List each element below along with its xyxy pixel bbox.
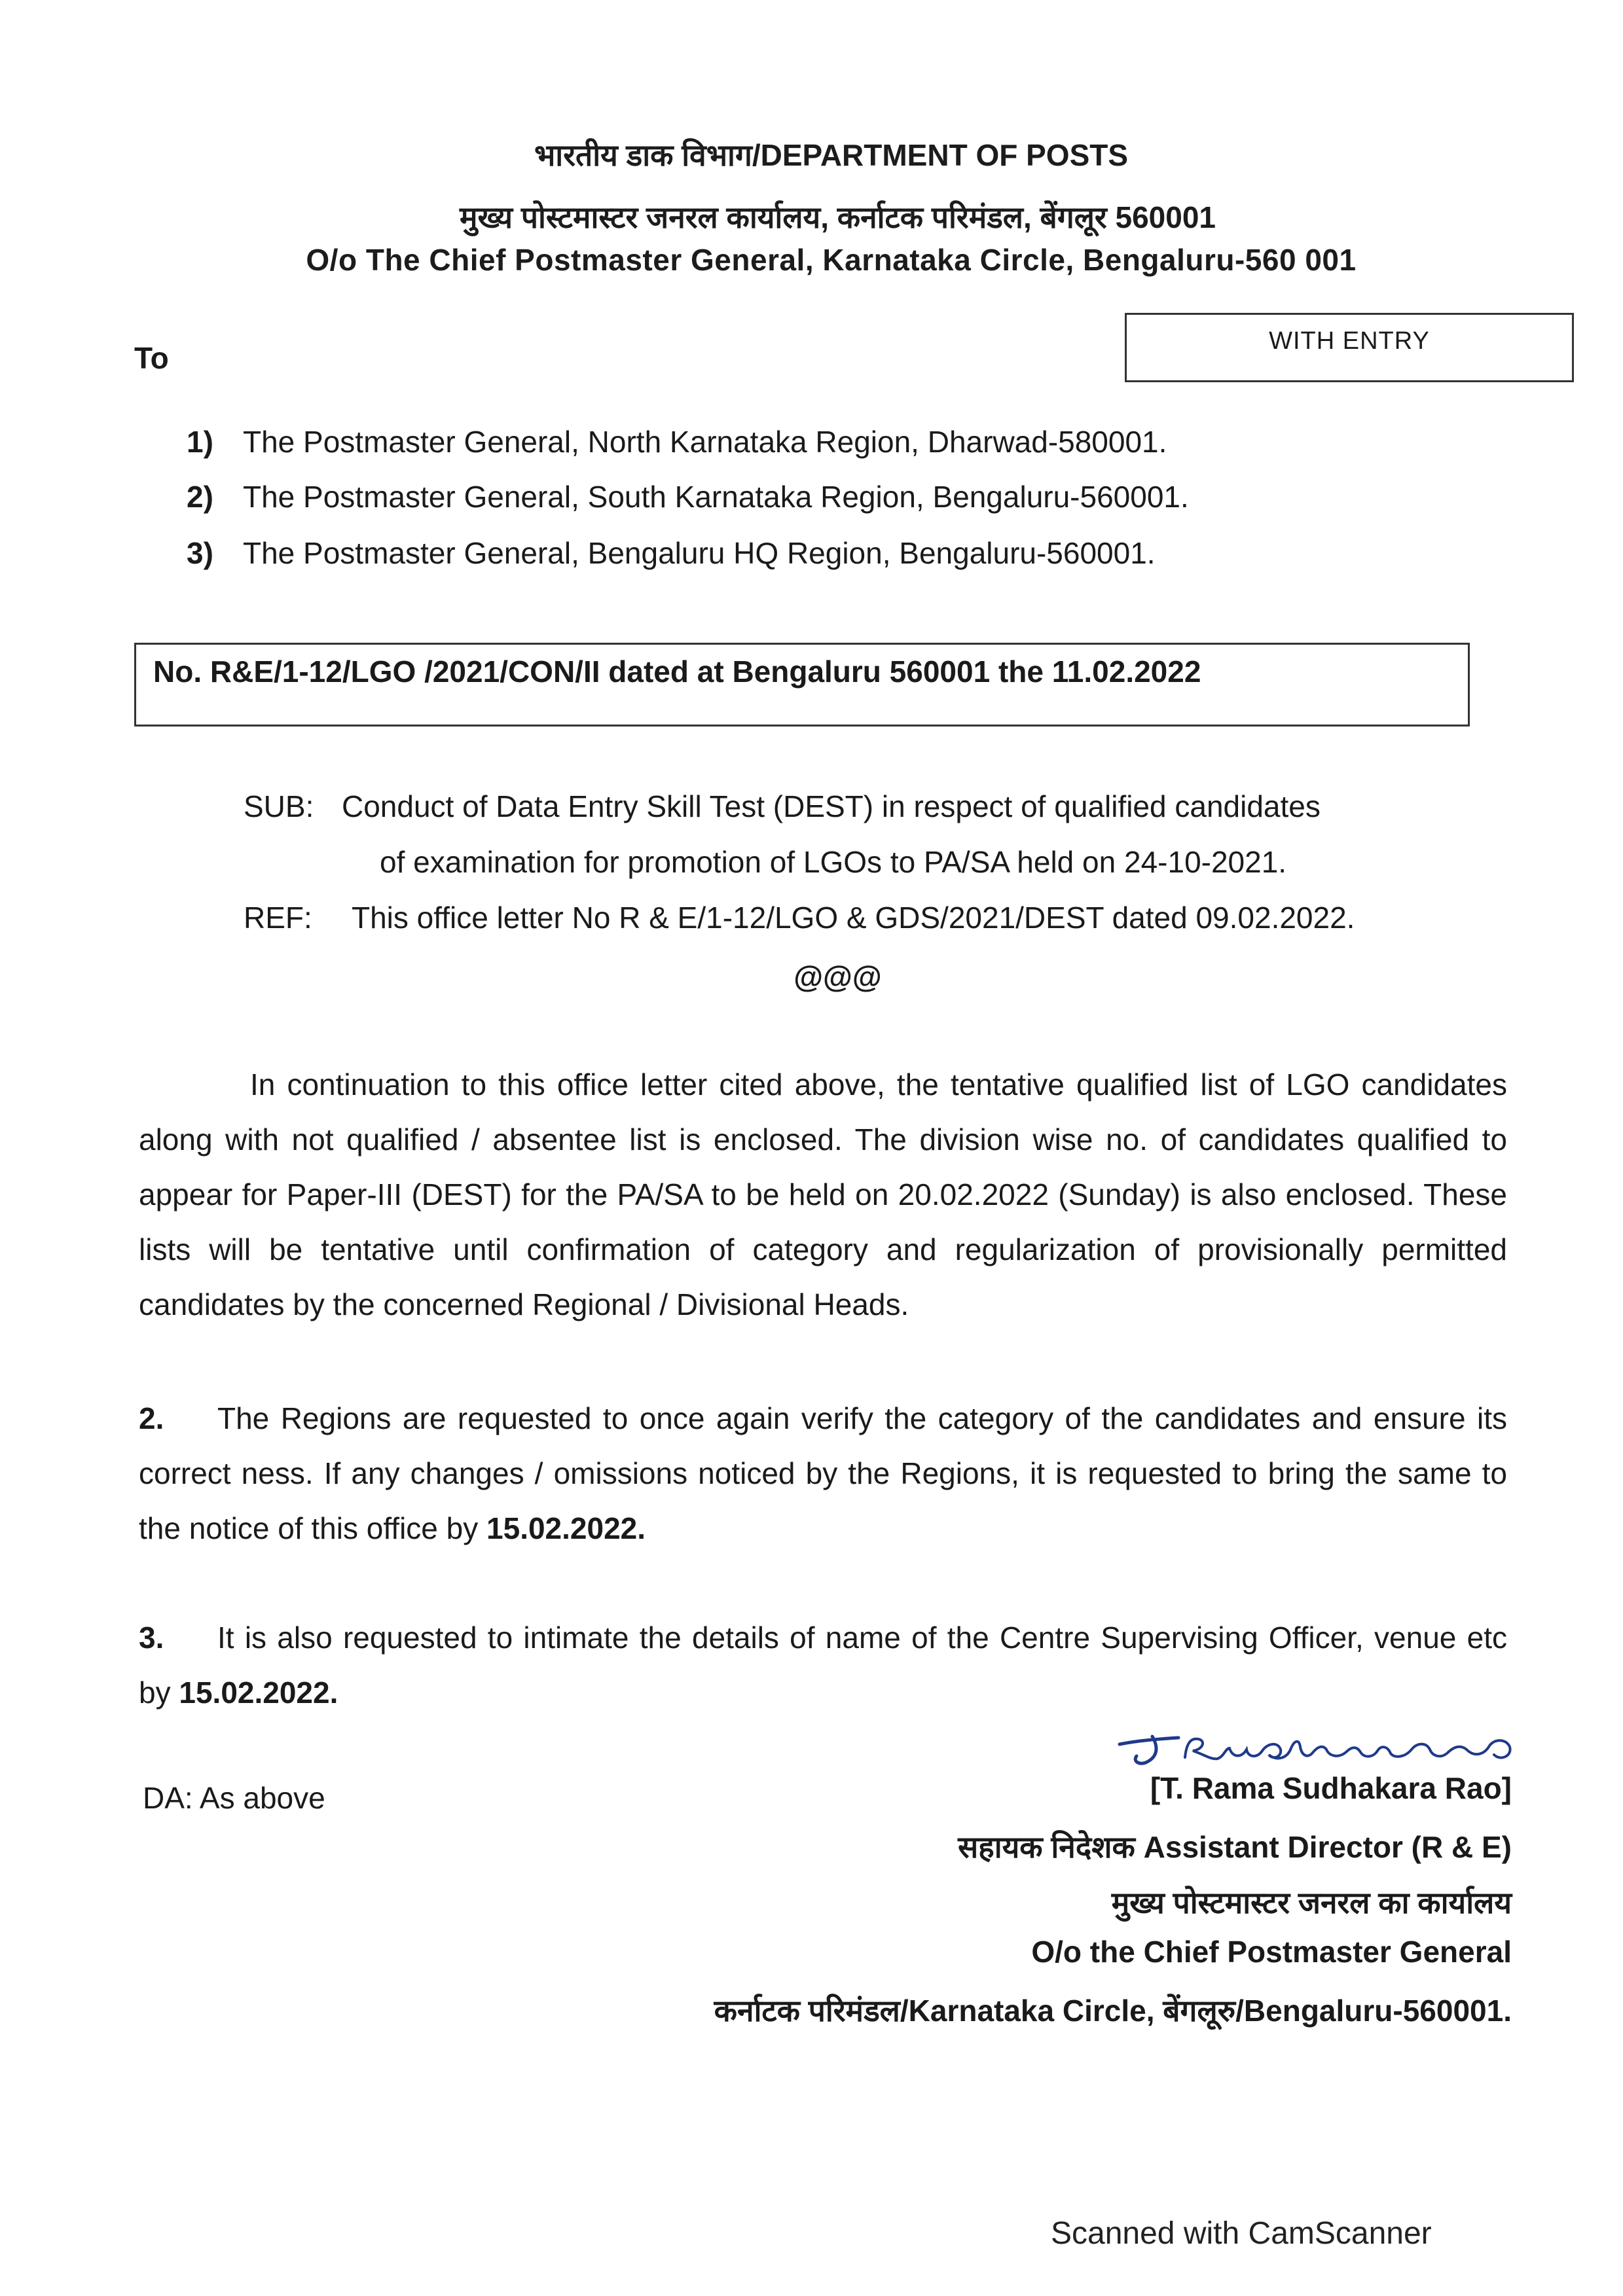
enclosure-note: DA: As above	[143, 1781, 325, 1815]
header-line-1: भारतीय डाक विभाग/DEPARTMENT OF POSTS	[534, 138, 1129, 172]
handwritten-signature	[1113, 1718, 1532, 1770]
ref-text: This office letter No R & E/1-12/LGO & GDS/2021/DEST dated 09.02.2022.	[352, 901, 1355, 935]
addressee-text: The Postmaster General, South Karnataka Region, Bengaluru-560001.	[243, 480, 1189, 514]
signatory-office-english: O/o the Chief Postmaster General	[1031, 1935, 1512, 1969]
addressee-2	[187, 479, 1189, 514]
addressee-number: 3)	[187, 536, 213, 570]
camscanner-watermark: Scanned with CamScanner	[1051, 2216, 1432, 2251]
signatory-designation: सहायक निदेशक Assistant Director (R & E)	[958, 1830, 1512, 1864]
signatory-name: [T. Rama Sudhakara Rao]	[1150, 1771, 1512, 1805]
paragraph-deadline: 15.02.2022.	[179, 1676, 338, 1710]
paragraph-text: It is also requested to intimate the details of name of the Centre Supervising Officer, venue etc by	[139, 1621, 1507, 1710]
addressee-text: The Postmaster General, Bengaluru HQ Region, Bengaluru-560001.	[243, 536, 1156, 570]
subject-text-1: Conduct of Data Entry Skill Test (DEST) in respect of qualified candidates	[342, 789, 1321, 823]
header-line-2: मुख्य पोस्टमास्टर जनरल कार्यालय, कर्नाटक परिमंडल, बेंगलूर 560001	[459, 200, 1216, 234]
paragraph-3	[139, 1610, 1507, 1720]
ref-label: REF:	[244, 901, 312, 935]
signatory-circle: कर्नाटक परिमंडल/Karnataka Circle, बेंगलूरु/Bengaluru-560001.	[714, 1994, 1512, 2028]
addressee-1	[187, 424, 1167, 459]
reference-number-box	[134, 643, 1470, 726]
paragraph-number: 2.	[139, 1401, 164, 1435]
ref-line	[244, 900, 1355, 935]
subject-text-2: of examination for promotion of LGOs to PA/SA held on 24-10-2021.	[380, 845, 1287, 879]
to-label: To	[134, 341, 169, 375]
addressee-number: 2)	[187, 480, 213, 514]
subject-label: SUB:	[244, 789, 314, 823]
with-entry-box	[1125, 313, 1574, 382]
subject-line	[244, 789, 1321, 824]
header-line-3: O/o The Chief Postmaster General, Karnataka Circle, Bengaluru-560 001	[306, 243, 1357, 277]
signatory-office-hindi: मुख्य पोस्टमास्टर जनरल का कार्यालय	[1111, 1886, 1512, 1920]
paragraph-text: The Regions are requested to once again verify the category of the candidates and ensure its correct ness. If any changes / omissions noticed by the Regions, it is requested to bring the same to the notice of this office by	[139, 1401, 1507, 1545]
addressee-number: 1)	[187, 425, 213, 459]
reference-number: No. R&E/1-12/LGO /2021/CON/II dated at Bengaluru 560001 the 11.02.2022	[153, 655, 1201, 689]
addressee-3	[187, 535, 1156, 571]
paragraph-deadline: 15.02.2022.	[486, 1511, 646, 1545]
paragraph-2	[139, 1391, 1507, 1556]
paragraph-1: In continuation to this office letter cited above, the tentative qualified list of LGO candidates along with not qualified / absentee list is enclosed. The division wise no. of candidates qualified to appear for Paper-III (DEST) for the PA/SA to be held on 20.02.2022 (Sunday) is also enclosed. These lists will be tentative until confirmation of category and regularization of provisionally permitted candidates by the concerned Regional / Divisional Heads.	[139, 1067, 1507, 1321]
addressee-text: The Postmaster General, North Karnataka Region, Dharwad-580001.	[243, 425, 1167, 459]
with-entry-label: WITH ENTRY	[1269, 327, 1430, 355]
separator: @@@	[793, 960, 882, 994]
paragraph-number: 3.	[139, 1621, 164, 1655]
